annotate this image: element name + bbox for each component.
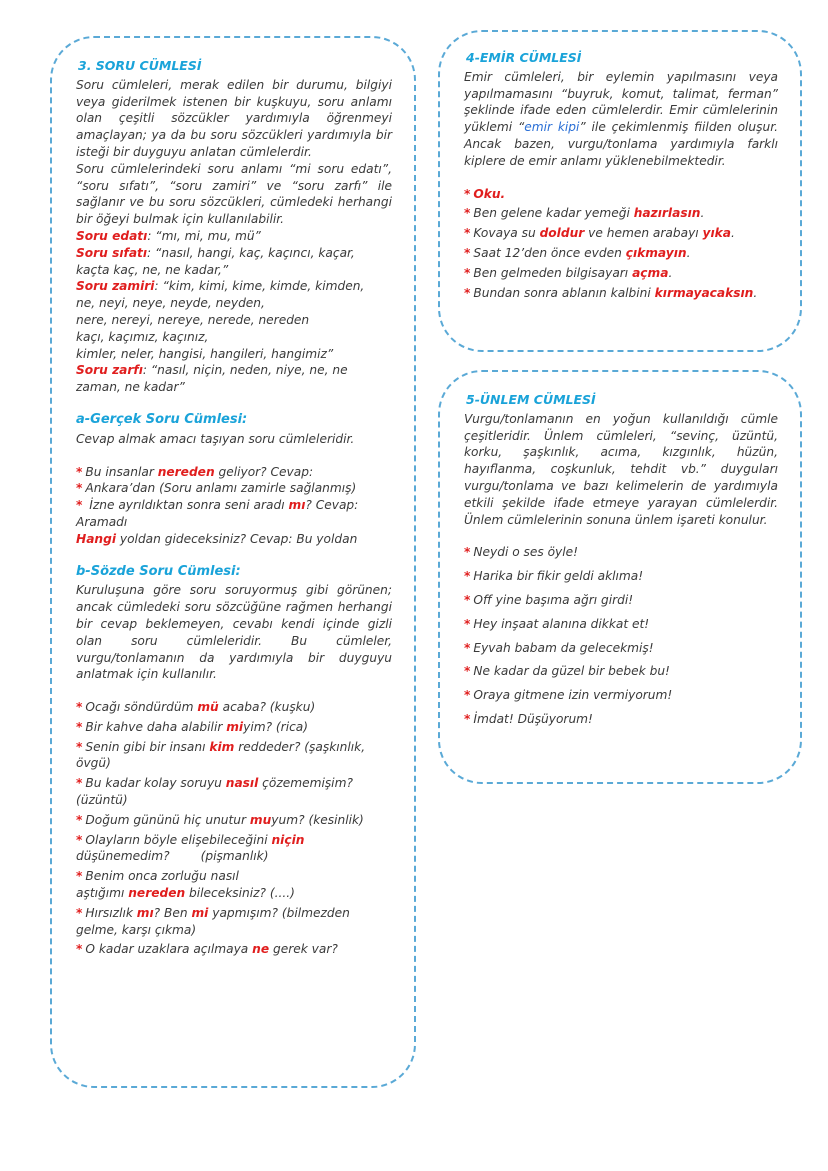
soru-cumlesi-title: 3. SORU CÜMLESİ: [78, 58, 202, 73]
asterisk-icon: *: [76, 869, 83, 884]
asterisk-icon: *: [464, 245, 471, 260]
soru-sifati-line: [76, 245, 392, 279]
unlem-example-7: * Oraya gitmene izin vermiyorum!: [464, 688, 673, 703]
emir-paragraph: Emir cümleleri, bir eylemin yapılmasını veya yapılmamasını “buyruk, komut, talimat, ferman” şeklinde ifade eden cümlelerdir. Emir cümlelerinin yüklemi “emir kipi” ile çekimlenmiş fiilden oluşur. Ancak bazen, vurgu/tonlama yardımıyla farklı kiplere de emir anlamı yüklenebilmektedir.: [464, 69, 778, 168]
gercek-example-3: * İzne ayrıldıktan sonra seni aradı mı? Cevap:: [76, 498, 359, 513]
asterisk-icon: *: [464, 664, 471, 679]
sozde-soru-description: Kuruluşuna göre soru soruyormuş gibi görünen; ancak cümledeki soru sözcüğüne rağmen herhangi bir cevap beklemeyen, cevabı kendi içinde gizli olan soru cümleleridir. Bu cümleler, vurgu/tonlamanın da yardımıyla bir duyguyu anlatmak için kullanılır.: [76, 583, 392, 682]
asterisk-icon: *: [464, 592, 471, 607]
sozde-example-9: * O kadar uzaklara açılmaya ne gerek var?: [76, 942, 338, 957]
soru-zarfi-label: Soru zarfı: [76, 363, 143, 378]
soru-sifati-label: Soru sıfatı: [76, 245, 148, 260]
asterisk-icon: *: [464, 545, 471, 560]
emir-example-5: * Ben gelmeden bilgisayarı açma.: [464, 265, 673, 280]
gercek-example-2: * Ankara’dan (Soru anlamı zamirle sağlanmış): [76, 481, 357, 496]
gercek-example-4: Hangi yoldan gideceksiniz? Cevap: Bu yoldan: [76, 531, 358, 546]
soru-zamiri-line: [76, 278, 392, 295]
emir-cumlesi-title: 4-EMİR CÜMLESİ: [466, 50, 582, 65]
sozde-example-6-cont: düşünemedim? (pişmanlık): [76, 849, 269, 864]
soru-zarfi-line: [76, 362, 392, 396]
emir-example-6: * Bundan sonra ablanın kalbini kırmayacaksın.: [464, 285, 758, 300]
asterisk-icon: *: [76, 739, 83, 754]
gercek-example-3-answer: Aramadı: [76, 514, 128, 529]
unlem-cumlesi-title: 5-ÜNLEM CÜMLESİ: [466, 392, 596, 407]
asterisk-icon: *: [76, 700, 83, 715]
asterisk-icon: *: [76, 776, 83, 791]
gercek-soru-title: a-Gerçek Soru Cümlesi:: [76, 411, 248, 427]
asterisk-icon: *: [464, 186, 471, 201]
asterisk-icon: *: [464, 285, 471, 300]
sozde-example-2: * Bir kahve daha alabilir miyim? (rica): [76, 719, 308, 734]
emir-example-2: * Ben gelene kadar yemeği hazırlasın.: [464, 206, 705, 221]
unlem-example-6: * Ne kadar da güzel bir bebek bu!: [464, 664, 670, 679]
unlem-example-1: * Neydi o ses öyle!: [464, 545, 579, 560]
unlem-paragraph: Vurgu/tonlamanın en yoğun kullanıldığı cümle çeşitleridir. Ünlem cümleleri, “sevinç, üzüntü, korku, şaşkınlık, acıma, kızgınlık, hüzün, hayıflanma, coşkunluk, tehdit vb.” duyguları vurgu/tonlama ve bazı kelimelerin de yardımıyla etkili şekilde ifade etmeye yarayan cümlelerdir. Ünlem cümlelerinin sonuna ünlem işareti konulur.: [464, 411, 778, 527]
sozde-example-8: * Hırsızlık mı? Ben mi yapmışım? (bilmezden gelme, karşı çıkma): [76, 905, 350, 937]
soru-sifati-text: : “nasıl, hangi, kaç, kaçıncı, kaçar, kaçta kaç, ne, ne kadar,”: [76, 245, 355, 277]
emir-example-4: * Saat 12’den önce evden çıkmayın.: [464, 245, 691, 260]
soru-paragraph-2: Soru cümlelerindeki soru anlamı “mi soru edatı”, “soru sıfatı”, “soru zamiri” ve “soru zarfı” ile sağlanır ve bu soru sözcükleri, cümledeki herhangi bir öğeyi bulmak için kullanılabilir.: [76, 161, 392, 227]
emir-kipi-term: emir kipi: [524, 120, 580, 135]
asterisk-icon: *: [76, 812, 83, 827]
asterisk-icon: *: [464, 265, 471, 280]
asterisk-icon: *: [464, 206, 471, 221]
asterisk-icon: *: [464, 569, 471, 584]
soru-zamiri-line-5: kimler, neler, hangisi, hangileri, hangimiz”: [76, 346, 334, 361]
asterisk-icon: *: [464, 640, 471, 655]
emir-example-1: * Oku.: [464, 186, 506, 201]
asterisk-icon: *: [76, 464, 83, 479]
sozde-example-7-cont: aştığımı nereden bileceksiniz? (....): [76, 886, 295, 901]
sozde-example-4: * Bu kadar kolay soruyu nasıl çözememişim? (üzüntü): [76, 776, 353, 808]
gercek-example-1: * Bu insanlar nereden geliyor? Cevap:: [76, 464, 314, 479]
soru-zamiri-line-4: kaçı, kaçımız, kaçınız,: [76, 329, 209, 344]
soru-zamiri-text: : “kim, kimi, kime, kimde, kimden,: [154, 279, 365, 294]
asterisk-icon: *: [76, 481, 83, 496]
unlem-example-3: * Off yine başıma ağrı girdi!: [464, 592, 634, 607]
sozde-example-1: * Ocağı söndürdüm mü acaba? (kuşku): [76, 700, 316, 715]
emir-example-3: * Kovaya su doldur ve hemen arabayı yıka.: [464, 226, 735, 241]
asterisk-icon: *: [76, 905, 83, 920]
soru-edati-line: [76, 228, 392, 245]
emir-cumlesi-content: [464, 50, 778, 304]
asterisk-icon: *: [464, 711, 471, 726]
sozde-example-3: * Senin gibi bir insanı kim reddeder? (şaşkınlık, övgü): [76, 739, 366, 771]
sozde-example-6: * Olayların böyle elişebileceğini niçin: [76, 832, 305, 847]
soru-zamiri-line-3: nere, nereyi, nereye, nerede, nereden: [76, 312, 310, 327]
asterisk-icon: *: [76, 832, 83, 847]
soru-zamiri-label: Soru zamiri: [76, 279, 155, 294]
asterisk-icon: *: [464, 616, 471, 631]
soru-zamiri-line-2: ne, neyi, neye, neyde, neyden,: [76, 296, 265, 311]
soru-edati-text: : “mı, mi, mu, mü”: [147, 228, 261, 243]
soru-paragraph-1: Soru cümleleri, merak edilen bir durumu, bilgiyi veya giderilmek istenen bir kuşkuyu, soru anlamı olan çeşitli sözcükler yardımıyla öğrenmeyi amaçlayan; ya da bu soru sözcükleri yardımıyla bir isteği bir duyguyu anlatan cümlelerdir.: [76, 77, 392, 159]
asterisk-icon: *: [76, 942, 83, 957]
unlem-example-8: * İmdat! Düşüyorum!: [464, 711, 593, 726]
soru-edati-label: Soru edatı: [76, 228, 148, 243]
unlem-cumlesi-content: [464, 392, 778, 735]
sozde-soru-title: b-Sözde Soru Cümlesi:: [76, 563, 241, 579]
unlem-example-5: * Eyvah babam da gelecekmiş!: [464, 640, 654, 655]
unlem-example-2: * Harika bir fikir geldi aklıma!: [464, 569, 644, 584]
sozde-example-7: * Benim onca zorluğu nasıl: [76, 869, 239, 884]
asterisk-icon: *: [76, 498, 83, 513]
asterisk-icon: *: [464, 688, 471, 703]
unlem-example-4: * Hey inşaat alanına dikkat et!: [464, 616, 650, 631]
soru-cumlesi-content: [76, 58, 392, 961]
asterisk-icon: *: [464, 226, 471, 241]
soru-zarfi-text: : “nasıl, niçin, neden, niye, ne, ne zaman, ne kadar”: [76, 363, 348, 395]
sozde-example-5: * Doğum gününü hiç unutur muyum? (kesinlik): [76, 812, 364, 827]
asterisk-icon: *: [76, 719, 83, 734]
gercek-soru-description: Cevap almak amacı taşıyan soru cümleleridir.: [76, 431, 355, 446]
